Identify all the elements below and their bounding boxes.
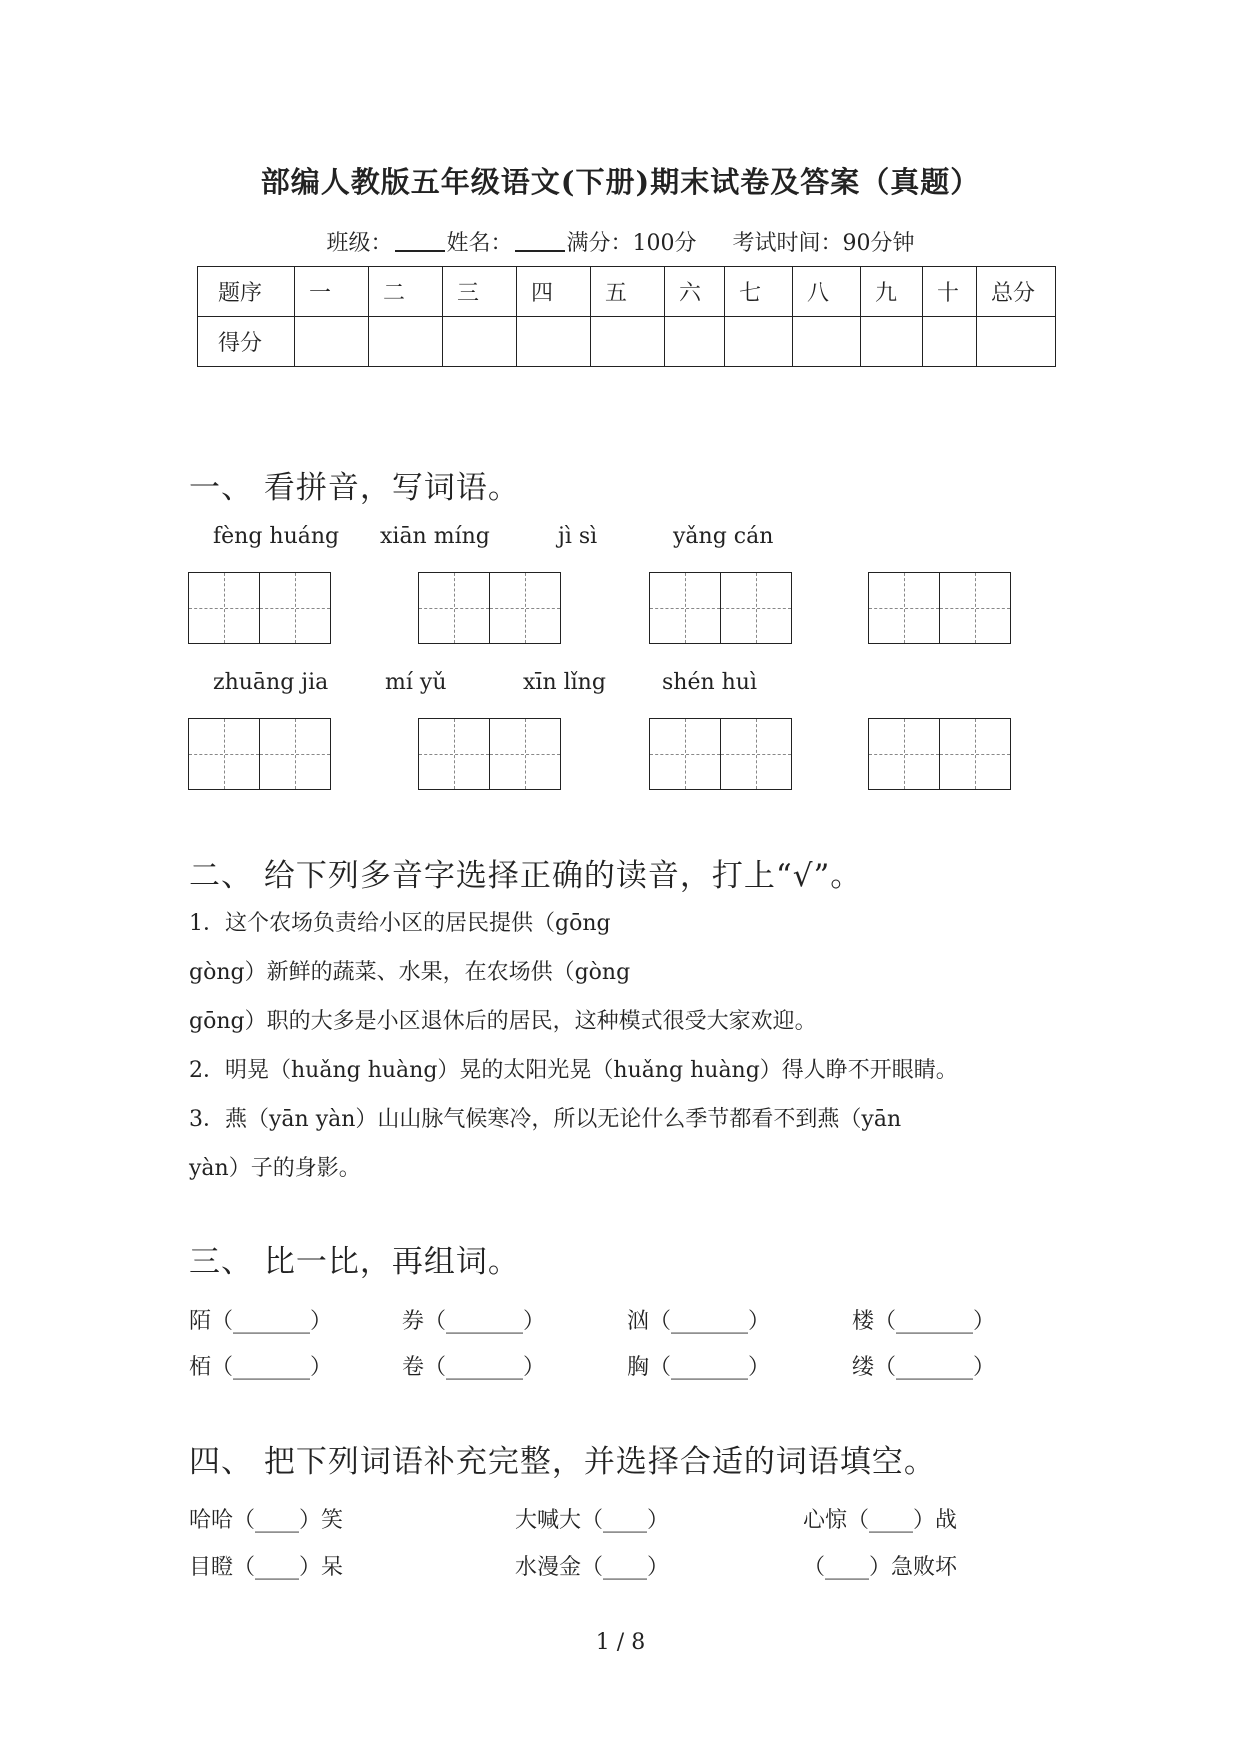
idiom-item: 水漫金（____）: [515, 1555, 670, 1580]
question-line: 2．明晃（huǎng huàng）晃的太阳光晃（huǎng huàng）得人睁不开眼睛。: [189, 1058, 958, 1083]
word-item: 栢（_______）: [189, 1355, 333, 1380]
idiom-item: 目瞪（____）呆: [189, 1555, 344, 1580]
score-col-6: 六: [665, 267, 725, 317]
score-table: [197, 266, 1056, 367]
score-col-5: 五: [591, 267, 665, 317]
pinyin: xīn lǐng: [523, 670, 606, 695]
idiom-item: 大喊大（____）: [515, 1508, 670, 1533]
writing-grid[interactable]: [649, 572, 792, 644]
page-number: 1 / 8: [595, 1630, 646, 1655]
score-col-3: 三: [443, 267, 517, 317]
pinyin: zhuāng jia: [213, 670, 329, 695]
score-cell[interactable]: [861, 317, 923, 367]
idiom-item: 心惊（____）战: [803, 1508, 958, 1533]
score-cell[interactable]: [369, 317, 443, 367]
score-table-score-row: [198, 317, 1056, 367]
word-item: 陌（_______）: [189, 1309, 333, 1334]
pinyin: xiān míng: [380, 524, 490, 549]
writing-grid[interactable]: [188, 718, 331, 790]
score-col-8: 八: [793, 267, 861, 317]
score-cell[interactable]: [923, 317, 977, 367]
class-label: 班级：: [326, 231, 393, 256]
score-col-7: 七: [725, 267, 793, 317]
question-line: yàn）子的身影。: [189, 1156, 361, 1181]
section3-title: 三、 比一比，再组词。: [189, 1244, 520, 1280]
score-table-header-row: [198, 267, 1056, 317]
score-col-10: 十: [923, 267, 977, 317]
score-cell[interactable]: [793, 317, 861, 367]
score-table-header-label: 题序: [198, 267, 295, 317]
exam-info: [0, 226, 1241, 257]
word-item: 汹（_______）: [627, 1309, 771, 1334]
writing-grid[interactable]: [418, 572, 561, 644]
class-blank: [395, 230, 445, 252]
name-label: 姓名：: [446, 231, 513, 256]
score-cell[interactable]: [977, 317, 1056, 367]
score-cell[interactable]: [443, 317, 517, 367]
question-line: gōng）职的大多是小区退休后的居民，这种模式很受大家欢迎。: [189, 1009, 817, 1034]
score-col-1: 一: [295, 267, 369, 317]
score-cell[interactable]: [517, 317, 591, 367]
writing-grid[interactable]: [868, 572, 1011, 644]
question-line: gòng）新鲜的蔬菜、水果，在农场供（gòng: [189, 960, 631, 985]
page-title: 部编人教版五年级语文(下册)期末试卷及答案（真题）: [260, 165, 981, 199]
writing-grid[interactable]: [418, 718, 561, 790]
score-col-2: 二: [369, 267, 443, 317]
word-item: 卷（_______）: [402, 1355, 546, 1380]
score-cell[interactable]: [725, 317, 793, 367]
writing-grid[interactable]: [868, 718, 1011, 790]
pinyin: fèng huáng: [213, 524, 340, 549]
score-col-4: 四: [517, 267, 591, 317]
full-score: 满分：100分: [566, 231, 697, 256]
score-cell[interactable]: [591, 317, 665, 367]
idiom-item: （____）急败坏: [803, 1555, 958, 1580]
score-row-label: 得分: [198, 317, 295, 367]
writing-grid[interactable]: [188, 572, 331, 644]
question-line: 1．这个农场负责给小区的居民提供（gōng: [189, 911, 611, 936]
pinyin: jì sì: [558, 524, 598, 549]
section1-title: 一、 看拼音，写词语。: [189, 470, 520, 506]
score-col-9: 九: [861, 267, 923, 317]
score-cell[interactable]: [295, 317, 369, 367]
word-item: 胸（_______）: [627, 1355, 771, 1380]
word-item: 券（_______）: [402, 1309, 546, 1334]
score-cell[interactable]: [665, 317, 725, 367]
question-line: 3．燕（yān yàn）山山脉气候寒冷，所以无论什么季节都看不到燕（yān: [189, 1107, 902, 1132]
pinyin: mí yǔ: [385, 670, 447, 695]
idiom-item: 哈哈（____）笑: [189, 1508, 344, 1533]
writing-grid[interactable]: [649, 718, 792, 790]
score-col-total: 总分: [977, 267, 1056, 317]
exam-time: 考试时间：90分钟: [732, 231, 915, 256]
name-blank: [515, 230, 565, 252]
word-item: 楼（_______）: [852, 1309, 996, 1334]
pinyin: shén huì: [662, 670, 758, 695]
word-item: 缕（_______）: [852, 1355, 996, 1380]
section2-title: 二、 给下列多音字选择正确的读音，打上“√”。: [189, 858, 863, 894]
section4-title: 四、 把下列词语补充完整，并选择合适的词语填空。: [189, 1444, 936, 1480]
pinyin: yǎng cán: [673, 524, 774, 549]
